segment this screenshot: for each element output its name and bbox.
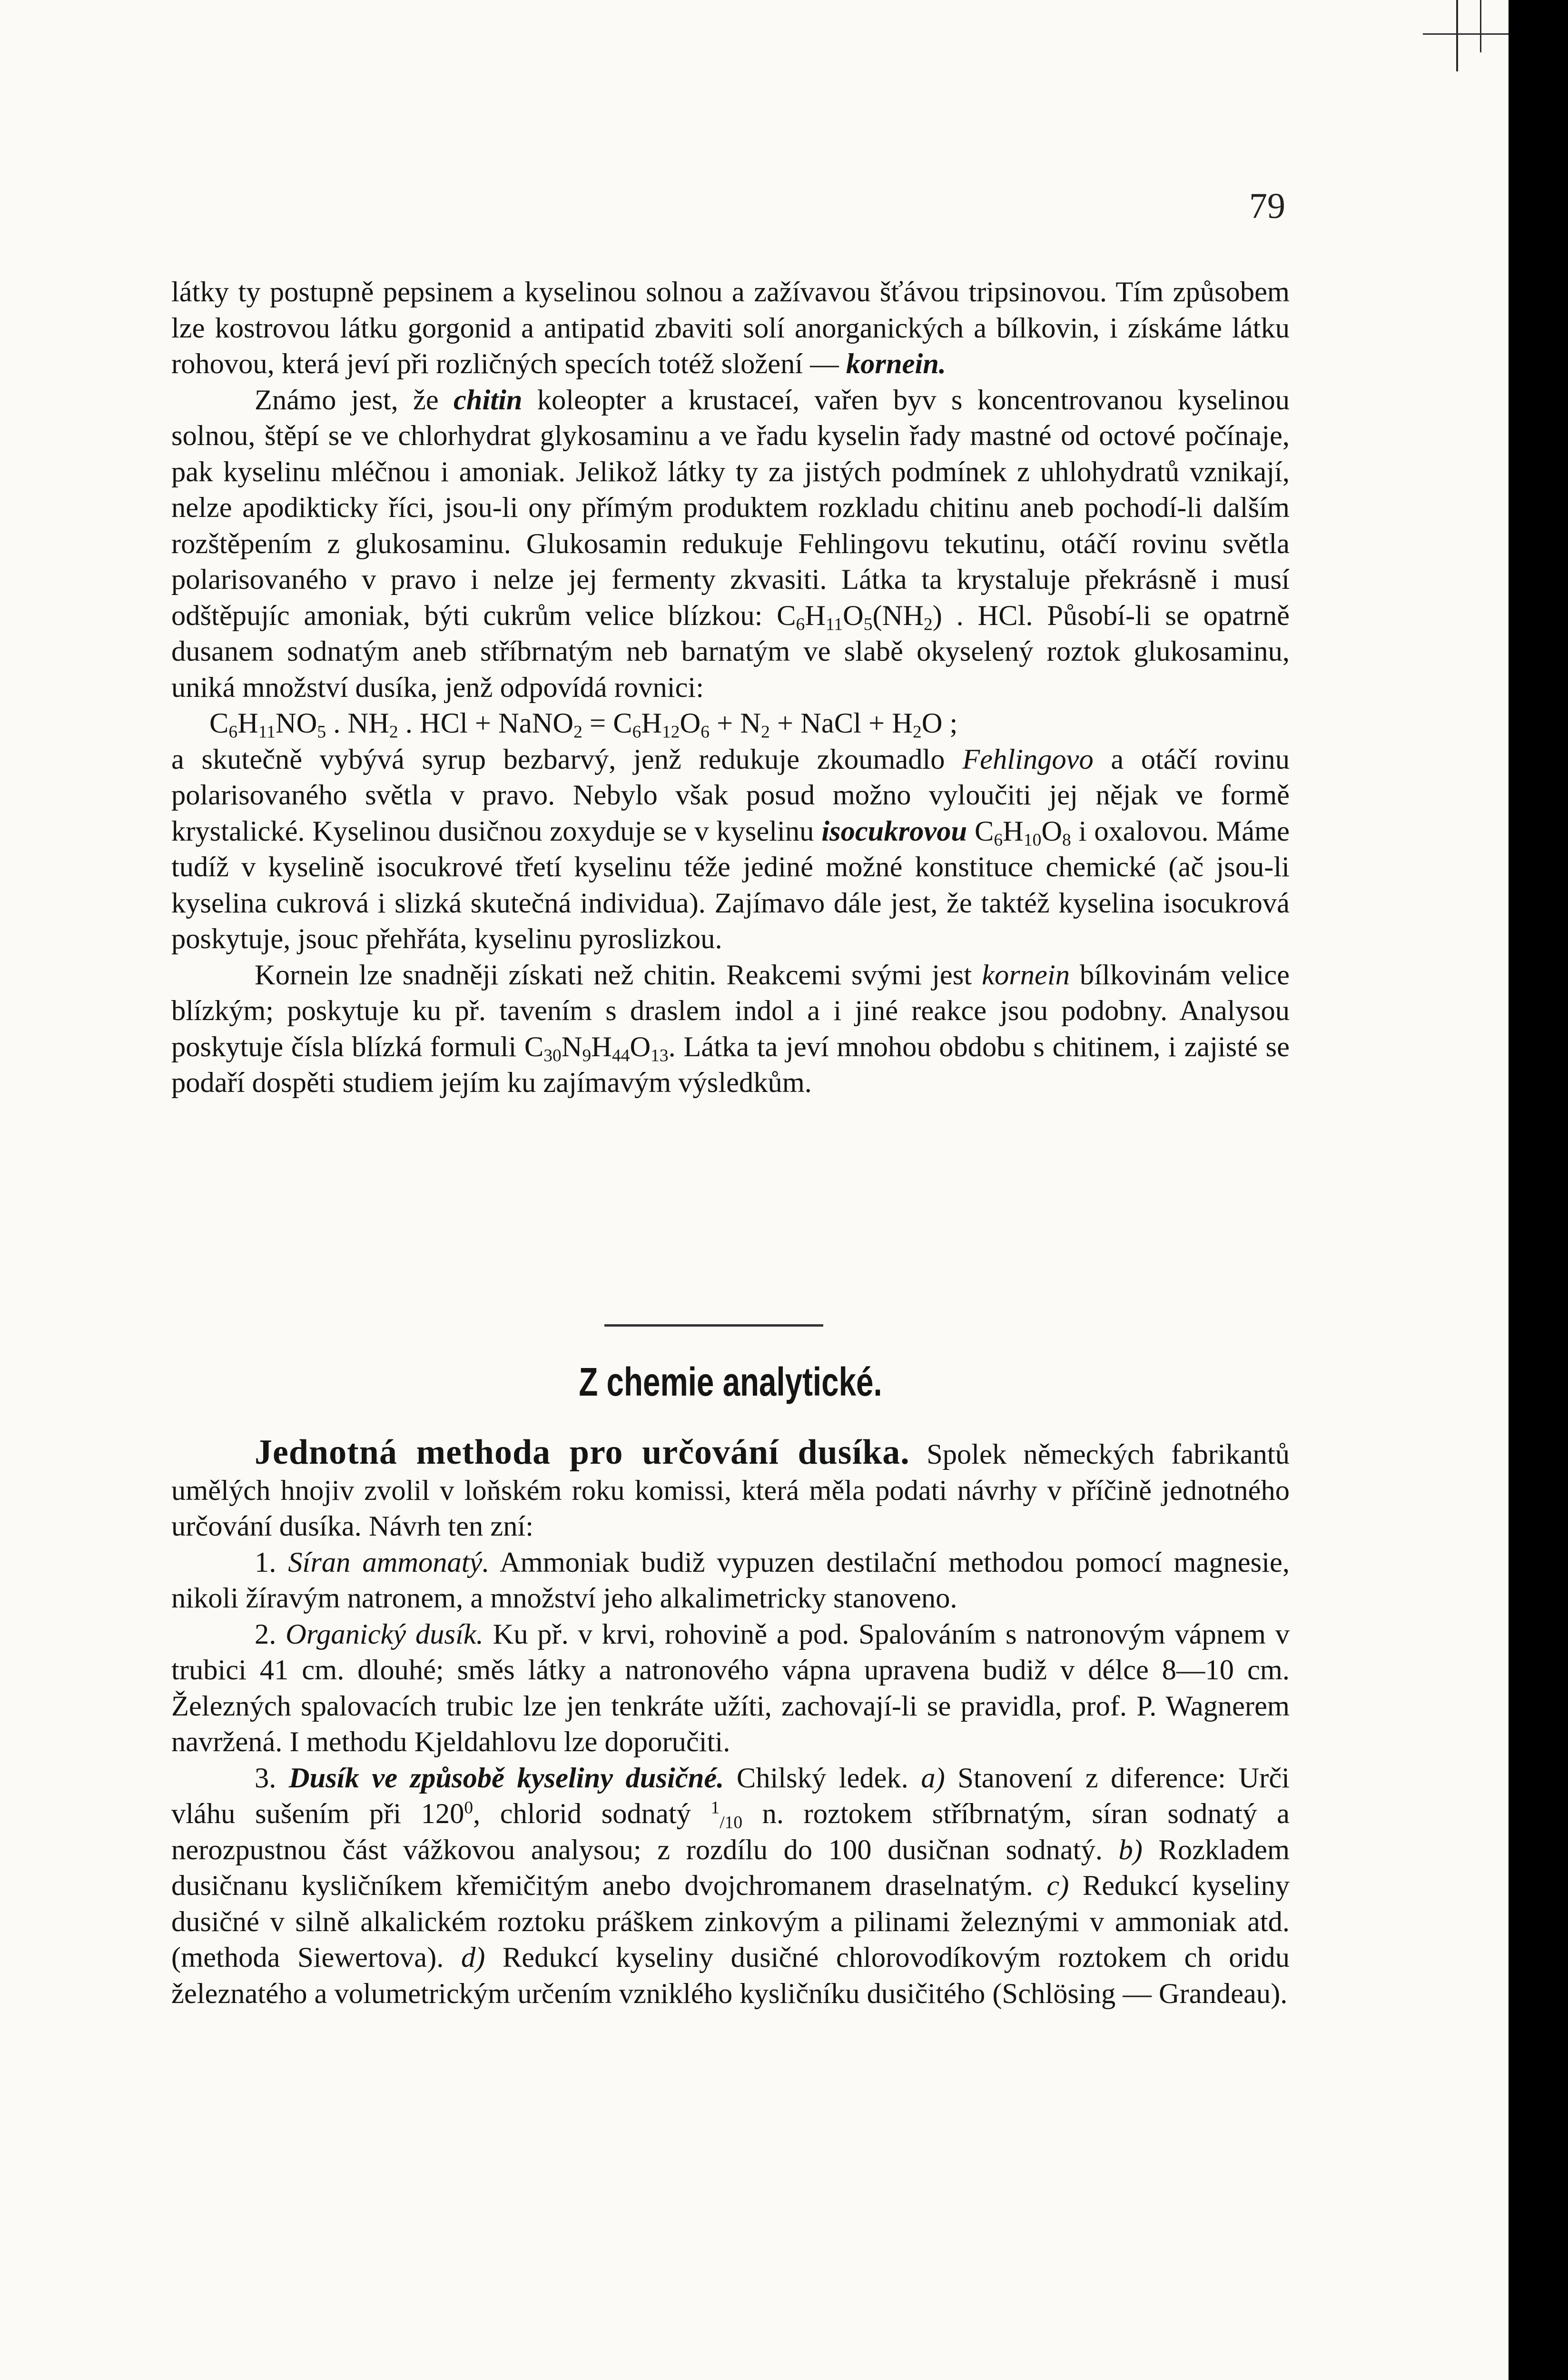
subscript: 30	[543, 1046, 562, 1065]
lead-heading: Jednotná methoda pro určování dusíka.	[255, 1433, 910, 1472]
paragraph	[171, 274, 1290, 382]
text-run: Ku př. v krvi, rohovině a pod. Spalováním s natronovým vápnem v trubici 41 cm. dlouhé; směs látky a natronového vápna upravena budiž v délce 8—10 cm. Železných spalovacích trubic lze jen tenkráte užíti, zachovají-li se pravidla, prof. P. Wagnerem navržená. I methodu Kjeldahlovu lze doporučiti.	[171, 1618, 1290, 1758]
item-number: 2.	[255, 1618, 286, 1650]
eq-run: H	[237, 707, 258, 739]
paragraph	[171, 1435, 1290, 1545]
text-run: O	[630, 1031, 651, 1063]
section-text-main	[171, 274, 1290, 1101]
eq-run: + NaCl + H	[769, 707, 913, 739]
text-run: Kornein lze snadněji získati než chitin. Reakcemi svými jest	[255, 959, 982, 991]
list-item	[171, 1760, 1290, 2012]
paragraph	[171, 382, 1290, 706]
text-run: n. roztokem stříbrnatým, síran sodnatý a nerozpustnou část vážkovou analysou; z rozdílu do 100 dusičnan sodnatý.	[171, 1798, 1290, 1866]
text-run: Redukcí kyseliny dusičné chlorovodíkovým roztokem ch oridu železnatého a volumetrickým určením vzniklého kysličníku dusičitého (Schlösing — Grandeau).	[171, 1942, 1290, 2010]
subscript: 2	[389, 722, 398, 742]
eq-run: NO	[275, 707, 317, 739]
text-run: a otáčí rovinu polarisovaného světla v pravo. Nebylo však posud možno vyloučiti jej nějak ve formě krystalické. Kyselinou dusičnou zoxyduje se v kyselinu	[171, 743, 1290, 847]
eq-run: H	[641, 707, 662, 739]
fraction-denominator: /10	[720, 1813, 743, 1833]
subscript: 8	[1062, 830, 1071, 850]
subscript: 2	[761, 722, 770, 742]
chemical-equation	[171, 705, 1290, 742]
sub-item-marker: c)	[1046, 1870, 1069, 1902]
list-item	[171, 1545, 1290, 1616]
scan-edge-mark	[1456, 0, 1458, 71]
text-run: Spolek německých fabrikantů umělých hnojiv zvolil v loňském roku komissi, která měla podati návrhy v příčině jednotného určování dusíka. Návrh ten zní:	[171, 1438, 1290, 1542]
subscript: 11	[258, 722, 276, 742]
eq-run: + N	[710, 707, 761, 739]
text-run: C	[967, 815, 994, 847]
superscript: 0	[464, 1798, 473, 1818]
text-run: H	[805, 599, 826, 632]
item-title: Organický dusík.	[286, 1618, 483, 1650]
text-run: , chlorid sodnatý	[473, 1798, 711, 1830]
text-run-italic: kornein.	[846, 348, 947, 380]
item-number: 3.	[255, 1762, 289, 1794]
text-run: Stanovení z diference: Urči vláhu sušením při 120	[171, 1762, 1290, 1830]
paragraph	[171, 742, 1290, 957]
page-number: 79	[1249, 186, 1285, 226]
text-run-italic: kornein	[982, 959, 1070, 991]
text-run-italic: chitin	[453, 384, 523, 416]
text-run: koleopter a krustaceí, vařen byv s koncentrovanou kyselinou solnou, štěpí se ve chlorhydrat glykosaminu a ve řadu kyselin řady mastné od octové počínaje, pak kyselinu mléčnou i amoniak. Jelikož látky ty za jistých podmínek z uhlohydratů vznikají, nelze apodikticky říci, jsou-li ony přímým produktem rozkladu chitinu aneb pochodí-li dalším rozštěpením z glukosaminu. Glukosamin redukuje Fehlingovu tekutinu, otáčí rovinu světla polarisovaného v pravo i nelze jej fermenty zkvasiti. Látka ta krystaluje překrásně i musí odštěpujíc amoniak, býti cukrům velice blízkou: C	[171, 384, 1290, 632]
text-run-italic: isocukrovou	[821, 815, 967, 847]
subscript: 5	[863, 615, 873, 634]
scan-edge-mark	[1423, 33, 1509, 35]
item-title: Dusík ve způsobě kyseliny dusičné.	[288, 1762, 724, 1794]
subscript: 6	[632, 722, 641, 742]
eq-run: O	[680, 707, 701, 739]
subscript: 6	[994, 830, 1003, 850]
text-run: bílkovinám velice blízkým; poskytuje ku př. tavením s draslem indol a i jiné reakce jsou podobny. Analysou poskytuje čísla blízká formuli C	[171, 959, 1290, 1063]
eq-run: . NH	[326, 707, 389, 739]
list-item	[171, 1616, 1290, 1760]
sub-item-marker: d)	[461, 1942, 485, 1973]
subscript: 2	[912, 722, 922, 742]
text-run: H	[591, 1031, 612, 1063]
sub-item-marker: a)	[921, 1762, 945, 1794]
eq-run: C	[209, 707, 229, 739]
text-run: (NH	[872, 599, 924, 632]
subscript: 44	[611, 1046, 630, 1065]
text-run: O	[1041, 815, 1063, 847]
text-run: Ammoniak budiž vypuzen destilační methodou pomocí magnesie, nikoli žíravým natronem, a množství jeho alkalimetricky stanoveno.	[171, 1546, 1290, 1614]
section-text-analytical	[171, 1435, 1290, 2012]
item-number: 1.	[255, 1546, 288, 1578]
subscript: 9	[582, 1046, 592, 1065]
text-run: H	[1003, 815, 1024, 847]
text-run: Známo jest, že	[255, 384, 454, 416]
subscript: 12	[662, 722, 680, 742]
subscript: 6	[228, 722, 238, 742]
scan-edge-mark	[1480, 0, 1481, 52]
subscript: 6	[700, 722, 710, 742]
subscript: 2	[924, 615, 933, 634]
eq-run: O ;	[921, 707, 958, 739]
text-run-italic: Fehlingovo	[962, 743, 1094, 775]
text-run: i oxalovou. Máme tudíž v kyselině isocukrové třetí kyselinu téže jediné možné konstituce chemické (ač jsou-li kyselina cukrová i slizká skutečná individua). Zajímavo dále jest, že taktéž kyselina isocukrová poskytuje, jsouc přehřáta, kyselinu pyroslizkou.	[171, 815, 1290, 955]
eq-run: . HCl + NaNO	[398, 707, 574, 739]
section-heading: Z chemie analytické.	[579, 1359, 882, 1404]
paragraph	[171, 957, 1290, 1101]
subscript: 2	[573, 722, 582, 742]
sub-item-marker: b)	[1118, 1834, 1143, 1866]
eq-run: = C	[582, 707, 632, 739]
text-run: Redukcí kyseliny dusičné v silně alkalickém roztoku práškem zinkovým a pilinami železnými v ammoniak atd. (methoda Siewertova).	[171, 1870, 1290, 1973]
subscript: 10	[1023, 830, 1042, 850]
section-divider	[604, 1324, 823, 1327]
text-run: N	[561, 1031, 582, 1063]
fraction-numerator: 1	[710, 1798, 720, 1818]
text-run: O	[843, 599, 864, 632]
subscript: 13	[651, 1046, 669, 1065]
text-run: látky ty postupně pepsinem a kyselinou solnou a zažívavou šťávou tripsinovou. Tím způsobem lze kostrovou látku gorgonid a antipatid zbaviti solí anorganických a bílkovin, i získáme látku rohovou, která jeví při rozličných specích totéž složení —	[171, 276, 1290, 380]
item-title: Síran ammonatý.	[288, 1546, 490, 1578]
subscript: 6	[796, 615, 805, 634]
text-run: . Látka ta jeví mnohou obdobu s chitinem, i zajisté se podaří dospěti studiem jejím ku zajímavým výsledkům.	[171, 1031, 1290, 1099]
text-run: a skutečně vybývá syrup bezbarvý, jenž redukuje zkoumadlo	[171, 743, 963, 775]
text-run: Rozkladem dusičnanu kysličníkem křemičitým anebo dvojchromanem draselnatým.	[171, 1834, 1290, 1902]
subscript: 11	[825, 615, 843, 634]
text-run: Chilský ledek.	[724, 1762, 921, 1794]
text-run: ) . HCl. Působí-li se opatrně dusanem sodnatým aneb stříbrnatým neb barnatým ve slabě okyselený roztok glukosaminu, uniká množství dusíka, jenž odpovídá rovnici:	[171, 599, 1290, 704]
subscript: 5	[317, 722, 326, 742]
